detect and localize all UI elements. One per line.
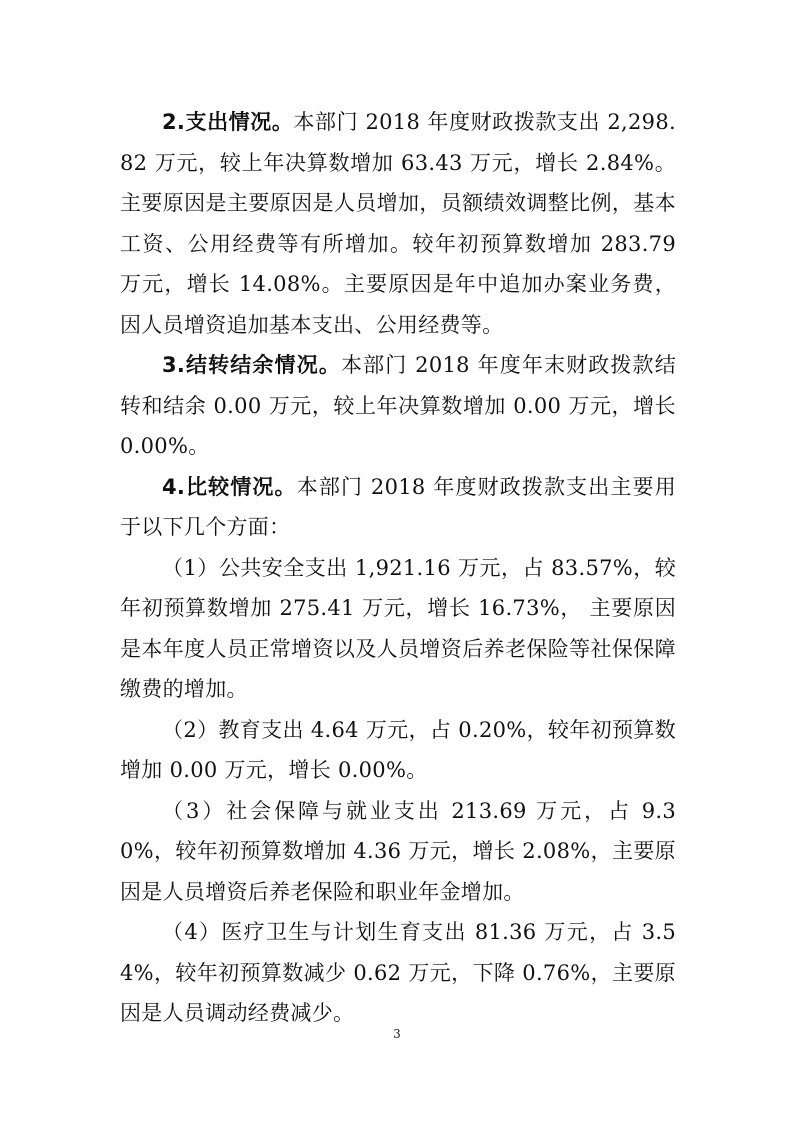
- paragraph-carryover: [120, 345, 676, 467]
- paragraph-social-security-text: （3）社会保障与就业支出 213.69 万元，占 9.30%，较年初预算数增加 4.36 万元，增长 2.08%，主要原因是人员增资后养老保险和职业年金增加。: [120, 798, 676, 904]
- paragraph-healthcare: [120, 912, 676, 1034]
- heading-expenditure: 2.支出情况。: [162, 110, 294, 134]
- paragraph-carryover-text: 本部门 2018 年度年末财政拨款结转和结余 0.00 万元，较上年决算数增加 0.00 万元，增长 0.00%。: [120, 353, 676, 458]
- page-number: 3: [393, 1027, 401, 1041]
- paragraph-comparison-text: 本部门 2018 年度财政拨款支出主要用于以下几个方面：: [120, 474, 676, 539]
- heading-comparison: 4.比较情况。: [162, 474, 297, 499]
- paragraph-expenditure: [120, 102, 676, 345]
- heading-carryover: 3.结转结余情况。: [162, 353, 341, 377]
- paragraph-education: [120, 710, 676, 791]
- paragraph-expenditure-text: 本部门 2018 年度财政拨款支出 2,298.82 万元，较上年决算数增加 63.43 万元，增长 2.84%。主要原因是主要原因是人员增加，员额绩效调整比例，基本工资、公用经费等有所增加。较年初预算数增加 283.79 万元，增长 14.08%。主要原因是年中追加办案业务费，因人员增资追加基本支出、公用经费等。: [120, 110, 676, 337]
- paragraph-public-safety-text: （1）公共安全支出 1,921.16 万元，占 83.57%，较年初预算数增加 275.41 万元，增长 16.73%， 主要原因是本年度人员正常增资以及人员增资后养老保险等社保保障缴费的增加。: [120, 555, 676, 701]
- paragraph-comparison: [120, 467, 676, 548]
- document-body: [120, 102, 676, 1034]
- paragraph-healthcare-text: （4）医疗卫生与计划生育支出 81.36 万元，占 3.54%，较年初预算数减少 0.62 万元，下降 0.76%，主要原因是人员调动经费减少。: [120, 920, 676, 1025]
- paragraph-social-security: [120, 791, 676, 913]
- paragraph-education-text: （2）教育支出 4.64 万元，占 0.20%，较年初预算数增加 0.00 万元，增长 0.00%。: [120, 717, 676, 782]
- paragraph-public-safety: [120, 548, 676, 710]
